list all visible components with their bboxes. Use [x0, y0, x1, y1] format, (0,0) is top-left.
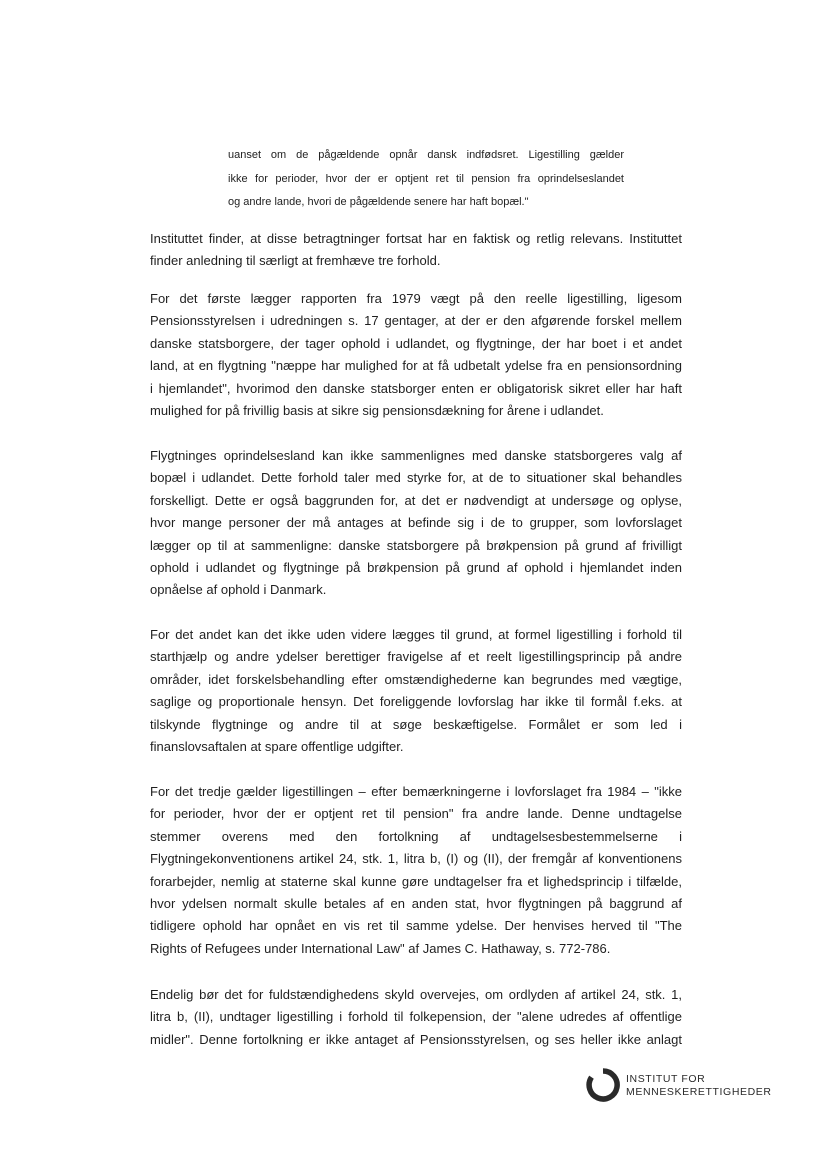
text-line: for perioder, hvor der er optjent ret til pension" fra andre lande. Denne undtagelse: [150, 806, 682, 822]
text-line: danske statsborgere, der tager ophold i udlandet, og flygtninge, der har boet i et andet: [150, 335, 682, 351]
text-line: Endelig bør det for fuldstændighedens skyld overvejes, om ordlyden af artikel 24, stk. 1,: [150, 987, 682, 1002]
text-line: i hjemlandet", hvorimod den danske statsborger enten er obligatorisk sikret eller har haft: [150, 380, 682, 396]
text-line: tidligere ophold har opnået en vis ret til samme ydelse. Der henvises herved til "The: [150, 918, 682, 934]
text-line: tilskynde flygtninge og andre til at søge beskæftigelse. Formålet er som led i: [150, 716, 682, 732]
text-line: forskelligt. Dette er også baggrunden for, at det er nødvendigt at undersøge og oplyse,: [150, 492, 682, 508]
text-line: Rights of Refugees under International Law" af James C. Hathaway, s. 772-786.: [150, 940, 611, 956]
quote-line: uanset om de pågældende opnår dansk indfødsret. Ligestilling gælder: [228, 149, 624, 161]
text-line: midler". Denne fortolkning er ikke antaget af Pensionsstyrelsen, og ses heller ikke anlagt: [150, 1031, 682, 1047]
text-line: hvor ydelsen normalt skulle betales af en anden stat, hvor flygtningen på baggrund af: [150, 896, 682, 912]
text-line: For det tredje gælder ligestillingen – efter bemærkningerne i lovforslaget fra 1984 – "ikke: [150, 784, 682, 799]
text-line: Instituttet finder, at disse betragtninger fortsat har en faktisk og retlig relevans. Instituttet: [150, 231, 682, 246]
paragraph-first: [150, 288, 682, 422]
text-line: Pensionsstyrelsen i udredningen s. 17 gentager, at der er den afgørende forskel mellem: [150, 313, 682, 329]
text-line: forarbejder, nemlig at staterne skal kunne gøre undtagelser fra et lighedsprincip i tilfælde,: [150, 873, 682, 889]
logo-wordmark: [626, 1073, 772, 1098]
text-line: hvor mange personer der må antages at befinde sig i de to grupper, som lovforslaget: [150, 515, 682, 531]
text-line: litra b, (II), undtager ligestilling i forhold til folkepension, der "alene udredes af offentlige: [150, 1009, 682, 1025]
text-line: For det andet kan det ikke uden videre lægges til grund, at formel ligestilling i forhold til: [150, 627, 682, 642]
text-line: land, at en flygtning "næppe har mulighed for at få udbetalt ydelse fra en pensionsordning: [150, 358, 682, 374]
paragraph-finally: [150, 984, 682, 1051]
text-line: ophold i udlandet og flygtninge på brøkpension på grund af ophold i hjemlandet inden: [150, 560, 682, 576]
text-line: finder anledning til særligt at fremhæve tre forhold.: [150, 253, 441, 269]
paragraph-intro: [150, 228, 682, 273]
text-line: finanslovsaftalen at spare offentlige udgifter.: [150, 739, 404, 755]
text-line: områder, idet forskelsbehandling efter omstændighederne kan begrundes med vægtige,: [150, 671, 682, 687]
paragraph-second: [150, 624, 682, 758]
paragraph-origin-country: [150, 445, 682, 602]
logo-line-1: INSTITUT FOR: [626, 1073, 706, 1085]
ring-logo-icon: [586, 1068, 620, 1102]
paragraph-third: [150, 781, 682, 960]
text-line: saglige og proportionale hensyn. Det foreliggende lovforslag har ikke til formål f.eks. at: [150, 694, 682, 710]
block-quote: [228, 144, 624, 215]
text-line: bopæl i udlandet. Dette forhold taler med styrke for, at de to situationer skal behandles: [150, 470, 682, 486]
quote-line: ikke for perioder, hvor der er optjent ret til pension fra oprindelseslandet: [228, 172, 624, 185]
text-line: For det første lægger rapporten fra 1979 vægt på den reelle ligestilling, ligesom: [150, 291, 682, 306]
logo-line-2: MENNESKERETTIGHEDER: [626, 1085, 772, 1098]
text-line: starthjælp og andre ydelser berettiger fravigelse af et reelt ligestillingsprincip på andre: [150, 649, 682, 665]
text-line: Flygtningekonventionens artikel 24, stk. 1, litra b, (I) og (II), der fremgår af konventionens: [150, 851, 682, 867]
text-line: stemmer overens med den fortolkning af undtagelsesbestemmelserne i: [150, 828, 682, 844]
quote-line: og andre lande, hvori de pågældende senere har haft bopæl.": [228, 196, 529, 208]
text-line: opnåelse af ophold i Danmark.: [150, 582, 327, 598]
text-line: lægger op til at sammenligne: danske statsborgere på brøkpension på grund af frivilligt: [150, 537, 682, 553]
text-line: Flygtninges oprindelsesland kan ikke sammenlignes med danske statsborgeres valg af: [150, 448, 682, 463]
institute-logo: [586, 1068, 786, 1104]
text-line: mulighed for på frivillig basis at sikre sig pensionsdækning for årene i udlandet.: [150, 403, 604, 419]
